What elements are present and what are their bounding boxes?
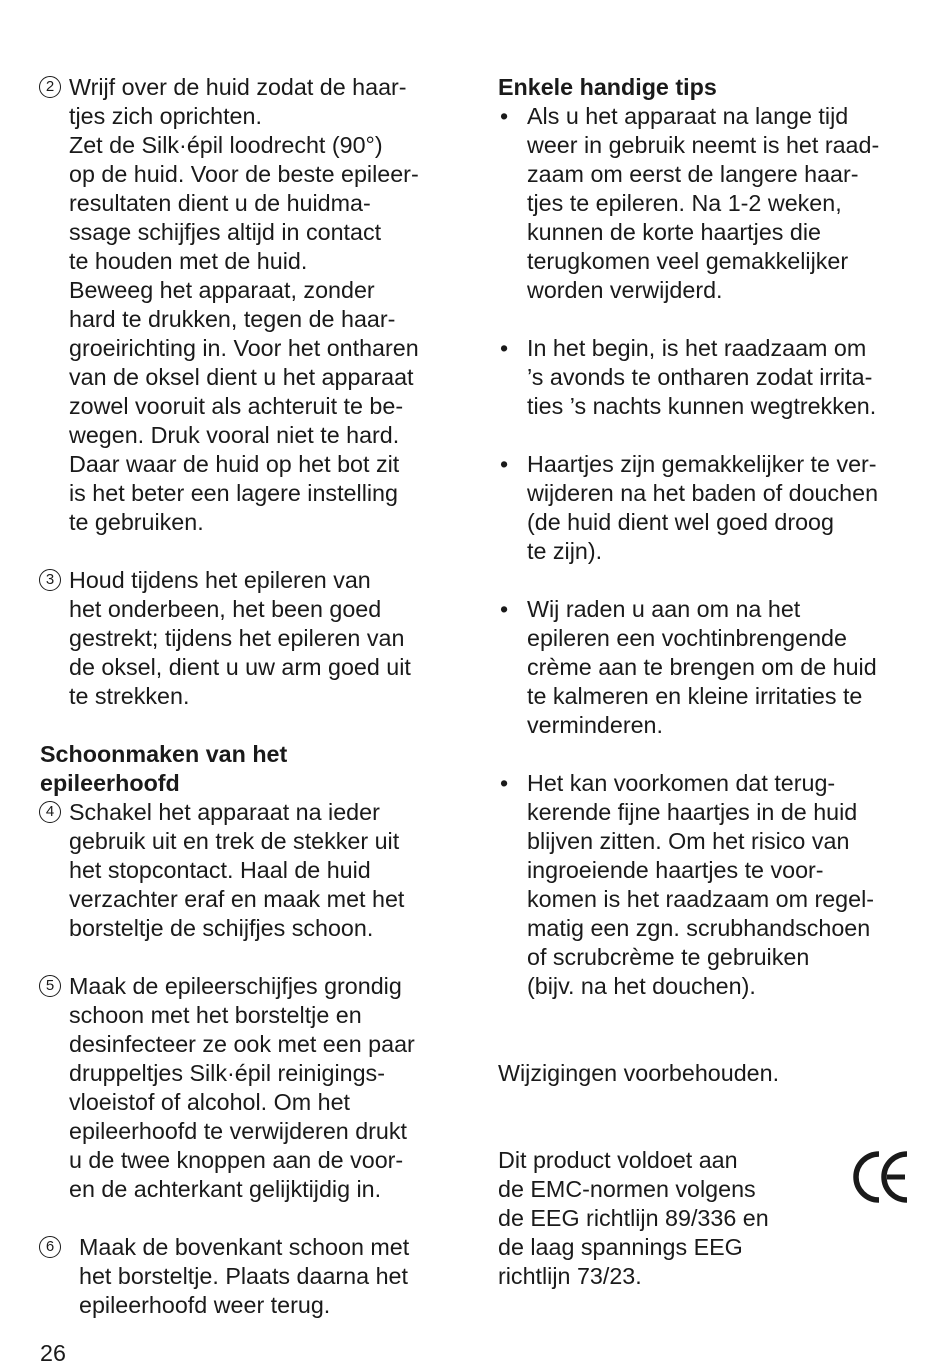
- right-column: [498, 73, 918, 1291]
- text-line: Houd tijdens het epileren van: [69, 567, 371, 593]
- step-6: [40, 1233, 460, 1320]
- page-number: 26: [40, 1340, 66, 1366]
- text-line: wijderen na het baden of douchen: [527, 480, 879, 506]
- text-line: (de huid dient wel goed droog: [527, 509, 834, 535]
- text-line: ties ’s nachts kunnen wegtrekken.: [527, 393, 877, 419]
- step-number: 3: [39, 569, 61, 591]
- text-line: Haartjes zijn gemakkelijker te ver-: [527, 451, 877, 477]
- text-line: groeirichting in. Voor het ontharen: [69, 335, 419, 361]
- text-line: de laag spannings EEG: [498, 1234, 743, 1260]
- text-line: en de achterkant gelijktijdig in.: [69, 1176, 382, 1202]
- text-line: verminderen.: [527, 712, 663, 738]
- text-line: zaam om eerst de langere haar-: [527, 161, 859, 187]
- text-line: Maak de bovenkant schoon met: [79, 1234, 410, 1260]
- section-heading-line: Schoonmaken van het: [40, 741, 288, 767]
- bullet-icon: •: [500, 103, 509, 129]
- bullet-icon: •: [500, 451, 509, 477]
- text-line: worden verwijderd.: [527, 277, 723, 303]
- step-number: 2: [39, 76, 61, 98]
- text-line: Maak de epileerschijfjes grondig: [69, 973, 402, 999]
- text-line: desinfecteer ze ook met een paar: [69, 1031, 415, 1057]
- tip-item: [498, 450, 918, 566]
- text-line: tjes te epileren. Na 1-2 weken,: [527, 190, 842, 216]
- text-line: Als u het apparaat na lange tijd: [527, 103, 849, 129]
- tip-item: [498, 334, 918, 421]
- text-line: richtlijn 73/23.: [498, 1263, 642, 1289]
- text-line: wegen. Druk vooral niet te hard.: [69, 422, 400, 448]
- text-line: zowel vooruit als achteruit te be-: [69, 393, 404, 419]
- text-line: hard te drukken, tegen de haar-: [69, 306, 396, 332]
- bullet-icon: •: [500, 770, 509, 796]
- bullet-icon: •: [500, 335, 509, 361]
- text-line: ingroeiende haartjes te voor-: [527, 857, 824, 883]
- text-line: terugkomen veel gemakkelijker: [527, 248, 849, 274]
- text-line: de EEG richtlijn 89/336 en: [498, 1205, 769, 1231]
- text-line: matig een zgn. scrubhandschoen: [527, 915, 871, 941]
- cleaning-heading: [40, 740, 460, 798]
- text-line: is het beter een lagere instelling: [69, 480, 398, 506]
- text-line: te kalmeren en kleine irritaties te: [527, 683, 863, 709]
- text-line: op de huid. Voor de beste epileer-: [69, 161, 419, 187]
- text-line: druppeltjes Silk·épil reinigings-: [69, 1060, 385, 1086]
- text-line: gebruik uit en trek de stekker uit: [69, 828, 400, 854]
- text-line: (bijv. na het douchen).: [527, 973, 756, 999]
- text-line: of scrubcrème te gebruiken: [527, 944, 810, 970]
- step-5: [40, 972, 460, 1204]
- text-line: Het kan voorkomen dat terug-: [527, 770, 836, 796]
- text-line: Dit product voldoet aan: [498, 1147, 738, 1173]
- text-line: het stopcontact. Haal de huid: [69, 857, 371, 883]
- text-line: u de twee knoppen aan de voor-: [69, 1147, 404, 1173]
- text-line: verzachter eraf en maak met het: [69, 886, 405, 912]
- text-line: van de oksel dient u het apparaat: [69, 364, 414, 390]
- text-line: Wrijf over de huid zodat de haar-: [69, 74, 407, 100]
- text-line: te zijn).: [527, 538, 603, 564]
- text-line: te strekken.: [69, 683, 190, 709]
- text-line: vloeistof of alcohol. Om het: [69, 1089, 350, 1115]
- text-line: ssage schijfjes altijd in contact: [69, 219, 382, 245]
- text-line: kunnen de korte haartjes die: [527, 219, 821, 245]
- text-line: epileerhoofd weer terug.: [79, 1292, 331, 1318]
- changes-note: Wijzigingen voorbehouden.: [498, 1060, 780, 1086]
- text-line: het borsteltje. Plaats daarna het: [79, 1263, 408, 1289]
- step-3: [40, 566, 460, 711]
- text-line: resultaten dient u de huidma-: [69, 190, 371, 216]
- text-line: Schakel het apparaat na ieder: [69, 799, 380, 825]
- left-column: [40, 73, 460, 1320]
- text-line: Beweeg het apparaat, zonder: [69, 277, 375, 303]
- text-line: epileren een vochtinbrengende: [527, 625, 847, 651]
- text-line: weer in gebruik neemt is het raad-: [527, 132, 880, 158]
- step-number: 4: [39, 801, 61, 823]
- text-line: Daar waar de huid op het bot zit: [69, 451, 400, 477]
- text-line: Zet de Silk·épil loodrecht (90°): [69, 132, 383, 158]
- text-line: borsteltje de schijfjes schoon.: [69, 915, 374, 941]
- text-line: epileerhoofd te verwijderen drukt: [69, 1118, 407, 1144]
- text-line: de oksel, dient u uw arm goed uit: [69, 654, 411, 680]
- step-4: [40, 798, 460, 943]
- text-line: schoon met het borsteltje en: [69, 1002, 362, 1028]
- text-line: komen is het raadzaam om regel-: [527, 886, 875, 912]
- section-heading-line: epileerhoofd: [40, 770, 180, 796]
- tip-item: [498, 595, 918, 740]
- text-line: blijven zitten. Om het risico van: [527, 828, 850, 854]
- tips-heading: Enkele handige tips: [498, 74, 717, 100]
- text-line: kerende fijne haartjes in de huid: [527, 799, 858, 825]
- tip-item: [498, 102, 918, 305]
- text-line: ’s avonds te ontharen zodat irrita-: [527, 364, 873, 390]
- step-number: 6: [39, 1236, 61, 1258]
- ce-mark-icon: [852, 1148, 910, 1206]
- text-line: de EMC-normen volgens: [498, 1176, 756, 1202]
- text-line: te gebruiken.: [69, 509, 204, 535]
- text-line: crème aan te brengen om de huid: [527, 654, 877, 680]
- step-number: 5: [39, 975, 61, 997]
- text-line: het onderbeen, het been goed: [69, 596, 382, 622]
- text-line: te houden met de huid.: [69, 248, 308, 274]
- text-line: gestrekt; tijdens het epileren van: [69, 625, 405, 651]
- tip-item: [498, 769, 918, 1001]
- text-line: tjes zich oprichten.: [69, 103, 262, 129]
- text-line: Wij raden u aan om na het: [527, 596, 801, 622]
- step-2: [40, 73, 460, 537]
- bullet-icon: •: [500, 596, 509, 622]
- text-line: In het begin, is het raadzaam om: [527, 335, 867, 361]
